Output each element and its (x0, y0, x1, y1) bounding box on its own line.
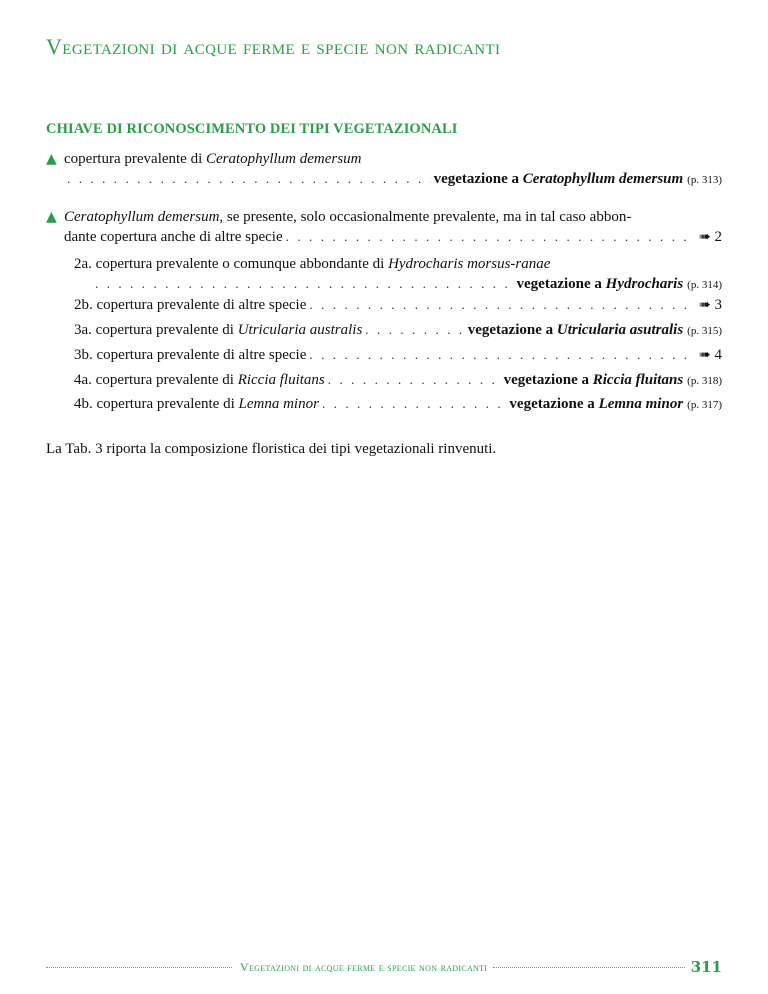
key-item-3b (74, 345, 722, 365)
key-item-2a-text: copertura prevalente o comunque abbondante di (95, 256, 389, 272)
key-item-1-species: Ceratophyllum demersum (206, 151, 362, 167)
key-item-4a-label: 4a. (74, 372, 92, 388)
key-item-4b-page-ref: (p. 317) (687, 399, 722, 411)
key-item-2b (74, 295, 722, 315)
triangle-marker-icon: ▲ (46, 151, 57, 167)
key-item-2b-line (74, 295, 722, 315)
key-item-4b (74, 394, 722, 415)
leader-dots (309, 295, 696, 314)
leader-dots (309, 345, 696, 364)
key-item-2a-line2 (74, 274, 722, 295)
key-item-2-text-line1: , se presente, solo occasionalmente prevalente, ma in tal caso abbon- (219, 209, 632, 225)
leader-dots (322, 394, 506, 413)
key-item-2a-result-species: Hydrocharis (605, 276, 684, 292)
key-item-1-line2 (46, 169, 722, 190)
key-item-1-page-ref: (p. 313) (687, 174, 722, 186)
arrow-right-icon: ➠ (699, 230, 711, 245)
key-item-2a-line1 (74, 255, 722, 274)
footer-running-title: Vegetazioni di acque ferme e specie non radicanti (240, 959, 488, 974)
key-item-2a-species: Hydrocharis morsus-ranae (388, 256, 551, 272)
key-item-2-line2 (46, 227, 722, 247)
key-item-4b-species: Lemna minor (238, 396, 319, 412)
key-item-3a (74, 320, 722, 341)
leader-dots (67, 169, 431, 188)
key-item-2b-goto: 3 (714, 297, 722, 313)
key-item-4a-species: Riccia fluitans (237, 372, 325, 388)
key-item-4a-result-species: Riccia fluitans (592, 372, 684, 388)
key-item-4a-page-ref: (p. 318) (687, 375, 722, 387)
key-item-3b-line (74, 345, 722, 365)
key-item-4a (74, 370, 722, 391)
page-footer (46, 956, 722, 978)
key-item-3b-goto: 4 (714, 347, 722, 363)
key-item-1 (46, 150, 722, 190)
section-heading: CHIAVE DI RICONOSCIMENTO DEI TIPI VEGETAZIONALI (46, 121, 458, 137)
key-item-2-goto: 2 (714, 229, 722, 245)
footer-dots-right (493, 967, 684, 968)
leader-dots (95, 274, 514, 293)
key-item-2-text-line2: dante copertura anche di altre specie (64, 229, 283, 245)
key-item-3a-text: copertura prevalente di (95, 322, 238, 338)
key-item-2a-label: 2a. (74, 256, 92, 272)
page-title: Vegetazioni di acque ferme e specie non radicanti (46, 34, 501, 59)
key-item-1-result-species: Ceratophyllum demersum (522, 171, 684, 187)
body-paragraph: La Tab. 3 riporta la composizione floristica dei tipi vegetazionali rinvenuti. (46, 441, 497, 457)
key-item-3a-result-prefix: vegetazione a (467, 322, 557, 338)
arrow-right-icon: ➠ (699, 298, 711, 313)
key-item-4b-result-species: Lemna minor (598, 396, 684, 412)
key-item-4b-result-prefix: vegetazione a (509, 396, 599, 412)
key-item-3a-label: 3a. (74, 322, 92, 338)
key-item-3a-line (74, 320, 722, 341)
key-item-4a-result-prefix: vegetazione a (503, 372, 593, 388)
key-item-3b-text: copertura prevalente di altre specie (96, 347, 307, 363)
key-item-2-line1 (46, 208, 722, 227)
key-item-3a-result-species: Utricularia asutralis (556, 322, 684, 338)
key-item-1-result-prefix: vegetazione a (433, 171, 523, 187)
triangle-marker-icon: ▲ (46, 209, 57, 225)
key-item-2-species: Ceratophyllum demersum (64, 209, 220, 225)
key-item-4b-label: 4b. (74, 396, 93, 412)
key-item-2a-page-ref: (p. 314) (687, 279, 722, 291)
key-item-2 (46, 208, 722, 247)
key-item-4b-line (74, 394, 722, 415)
key-item-4a-line (74, 370, 722, 391)
key-item-4b-text: copertura prevalente di (96, 396, 239, 412)
footer-dots-left (46, 967, 232, 968)
leader-dots (365, 320, 464, 339)
key-item-4a-text: copertura prevalente di (95, 372, 238, 388)
key-item-3a-species: Utricularia australis (237, 322, 363, 338)
key-item-3a-page-ref: (p. 315) (687, 325, 722, 337)
key-item-2a-result-prefix: vegetazione a (516, 276, 606, 292)
leader-dots (286, 227, 696, 246)
key-item-1-line1 (46, 150, 722, 169)
page-number: 311 (690, 958, 722, 976)
key-item-3b-label: 3b. (74, 347, 93, 363)
leader-dots (328, 370, 501, 389)
key-item-1-text: copertura prevalente di (64, 151, 207, 167)
key-item-2b-text: copertura prevalente di altre specie (96, 297, 307, 313)
arrow-right-icon: ➠ (699, 348, 711, 363)
key-item-2b-label: 2b. (74, 297, 93, 313)
key-item-2a (74, 255, 722, 295)
